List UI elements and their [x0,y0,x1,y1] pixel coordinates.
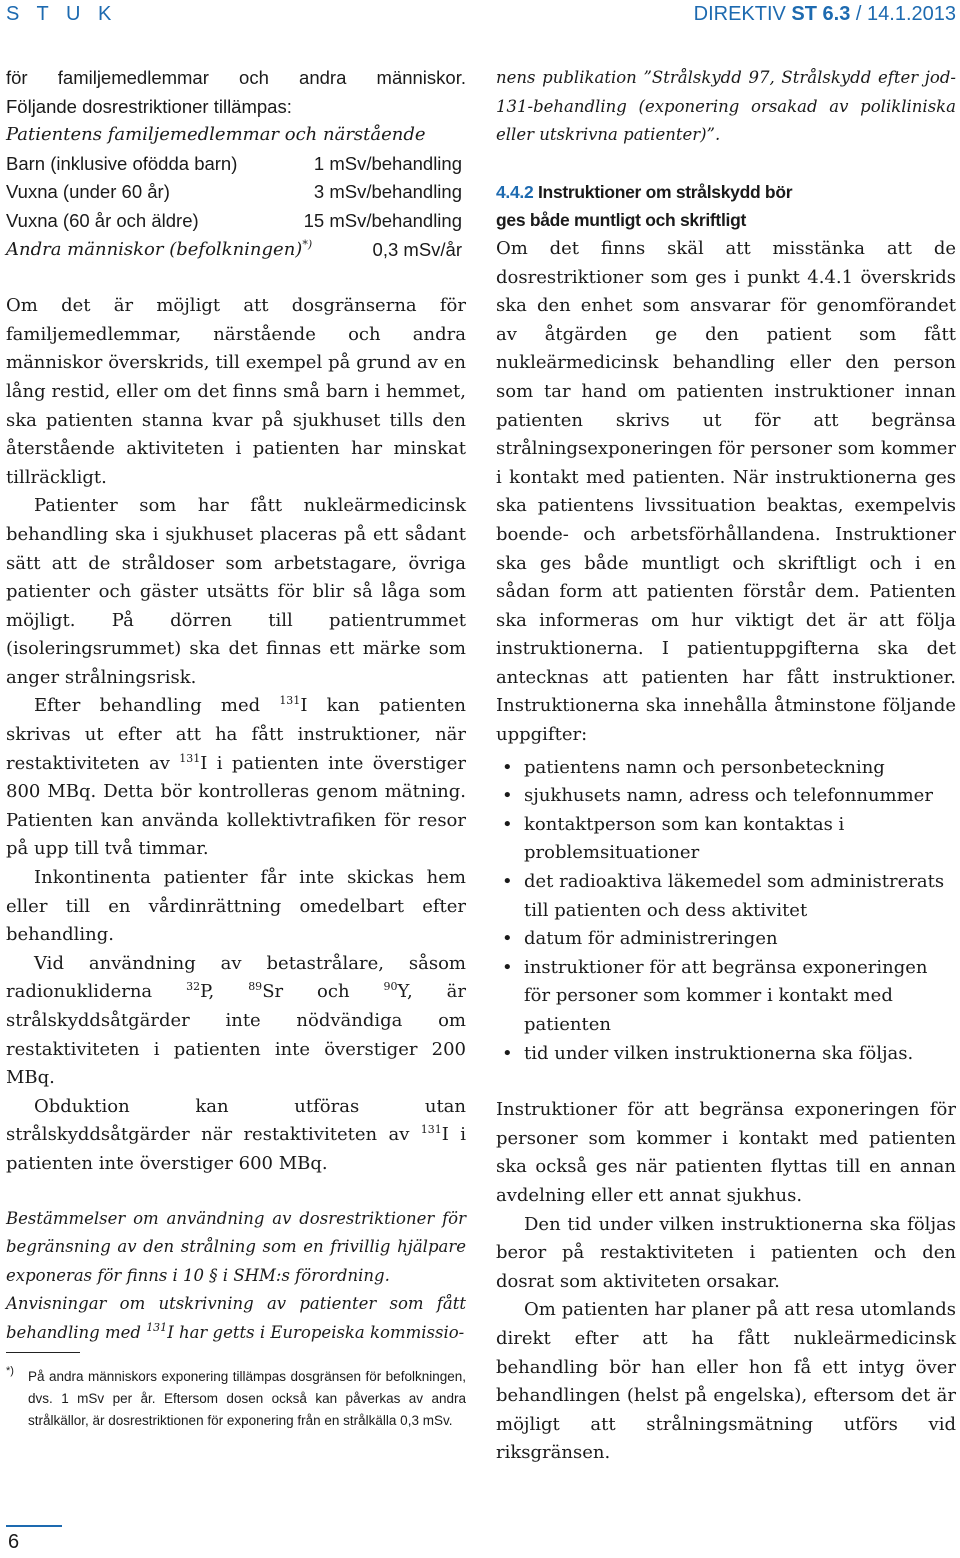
footnote-divider [6,1352,80,1353]
guidance-note: Anvisningar om utskrivning av patienter som fått behandling med $^{131}$I har getts i Europeiska kommissio- [6,1294,466,1342]
list-item: • tid under vilken instruktionerna ska följas. [496,1040,956,1069]
doc-type: DIREKTIV [693,3,792,25]
left-column [6,64,466,1348]
regulation-note: Bestämmelser om användning av dosrestriktioner för begränsning av den strålning som en frivillig hjälpare exponeras för finns i 10 § i SHM:s förordning. [6,1208,466,1285]
list-item: • patientens namn och personbeteckning [496,754,956,783]
page-number-rule [6,1525,62,1527]
section-heading-line-2: ges både muntligt och skriftligt [496,210,747,231]
paragraph: Om det är möjligt att dosgränserna för familjemedlemmar, närstående och andra människor överskrids, till exempel på grund av en lång restid, eller om det finns små barn i hemmet, ska patienten stanna kvar på sjukhuset tills den återstående aktiviteten i patienten har minskat tillräckligt. [6,295,466,488]
dose-value: 15 mSv/behandling [303,209,462,231]
intro-line-2: Följande dosrestriktioner tillämpas: [6,95,292,117]
dose-value-public: 0,3 mSv/år [372,238,462,260]
right-column [496,64,956,1468]
paragraph: Instruktioner för att begränsa exponeringen för personer som kommer i kontakt med patienten ska också ges när patienten flyttas till en annan avdelning eller ett annat sjukhus. [496,1099,956,1206]
paragraph: Vid användning av betastrålare, såsom radionukliderna $^{32}$P, $^{89}$Sr och $^{90}$Y, är strålskyddsåtgärder inte nödvändiga om restaktiviteten i patienten inte överstiger 200 MBq. [6,952,467,1089]
intro-line-3: Patientens familjemedlemmar och närstående [6,124,426,146]
list-item: • det radioaktiva läkemedel som administrerats till patienten och dess aktivitet [496,868,956,925]
paragraph: Den tid under vilken instruktionerna ska följas beror på restaktiviteten i patienten och den dosrat som aktiviteten orsakar. [496,1213,956,1292]
document-reference [694,3,956,26]
list-item: • datum för administreringen [496,925,956,954]
paragraph: Obduktion kan utföras utan strålskyddsåtgärder när restaktiviteten av $^{131}$I i patienten inte överstiger 600 MBq. [6,1095,466,1174]
instruction-list [496,754,956,1069]
intro-line-1: för familjemedlemmar och andra människor. [6,67,466,88]
list-item: • kontaktperson som kan kontaktas i problemsituationer [496,811,956,868]
doc-date: / 14.1.2013 [850,3,956,25]
dose-label-public: Andra människor (befolkningen)*) [6,237,313,260]
paragraph: Om patienten har planer på att resa utomlands direkt efter att ha fått nukleärmedicinsk behandling bör han eller hon få ett intyg över behandlingen (helst på engelska), eftersom det är möjligt att strålningsmätning utförs vid riksgränsen. [496,1299,956,1464]
footnote [6,1366,466,1432]
dose-row [6,178,466,207]
list-item: • sjukhusets namn, adress och telefonnummer [496,782,956,811]
page-number: 6 [8,1531,20,1553]
page-header [0,0,960,34]
dose-value: 1 mSv/behandling [313,152,462,174]
paragraph: Patienter som har fått nukleärmedicinsk behandling ska i sjukhuset placeras på ett sådant sätt att de stråldoser som arbetstagare, övriga patienter och gäster utsätts för blir så låga som möjligt. På dörren till patientrummet (isoleringsrummet) ska det finnas ett märke som anger strålningsrisk. [6,495,466,688]
footnote-text: På andra människors exponering tillämpas dosgränsen för befolkningen, dvs. 1 mSv per år. Eftersom dosen också kan påverkas av andra strålkällor, är dosrestriktionen för exponering från en strålkälla 0,3 mSv. [28,1369,466,1428]
section-heading: 4.4.2 Instruktioner om strålskydd bör [496,181,793,202]
footnote-mark: *) [6,1365,14,1377]
section-number: 4.4.2 [496,181,534,202]
footnote-ref: *) [302,237,313,251]
dose-row-public [6,236,466,265]
dose-label: Vuxna (60 år och äldre) [6,209,199,231]
paragraph: Efter behandling med $^{131}$I kan patienten skrivas ut efter att ha fått instruktioner, när restaktiviteten av $^{131}$I i patienten inte överstiger 800 MBq. Detta bör kontrolleras genom mätning. Patienten kan använda kollektivtrafiken för resor på upp till två timmar. [6,694,466,860]
doc-code: ST 6.3 [791,3,851,25]
continued-note: nens publikation ”Strålskydd 97, Strålskydd efter jod-131-behandling (exponering orsakad av polikliniska eller utskrivna patienter)”. [496,68,956,145]
dose-row [6,207,466,236]
list-item: • instruktioner för att begränsa exponeringen för personer som kommer i kontakt med patienten [496,954,956,1040]
publisher-name: S T U K [6,3,118,25]
paragraph: Om det finns skäl att misstänka att de dosrestriktioner som ges i punkt 4.4.1 överskrids ska den enhet som ansvarar för genomförandet av åtgärden ge den patient som fått nukleärmedicinsk behandling eller den person som tar hand om patienten instruktioner innan patienten skrivs ut för att begränsa strålningsexponeringen för personer som kommer i kontakt med patienten. När instruktionerna ges ska patientens livssituation beaktas, exempelvis boende- och arbetsförhållandena. Instruktioner ska ges både muntligt och skriftligt och i en sådan form att patienten förstår dem. Patienten ska informeras om hur viktigt det är att följa instruktionerna. I patientuppgifterna ska det antecknas att patienten har fått instruktioner. Instruktionerna ska innehålla åtminstone följande uppgifter: [496,237,956,746]
dose-label: Vuxna (under 60 år) [6,181,170,203]
paragraph: Inkontinenta patienter får inte skickas hem eller till en vårdinrättning omedelbart efter behandling. [6,867,466,946]
dose-row [6,150,466,179]
dose-value: 3 mSv/behandling [313,181,462,203]
dose-label: Barn (inklusive ofödda barn) [6,152,238,174]
